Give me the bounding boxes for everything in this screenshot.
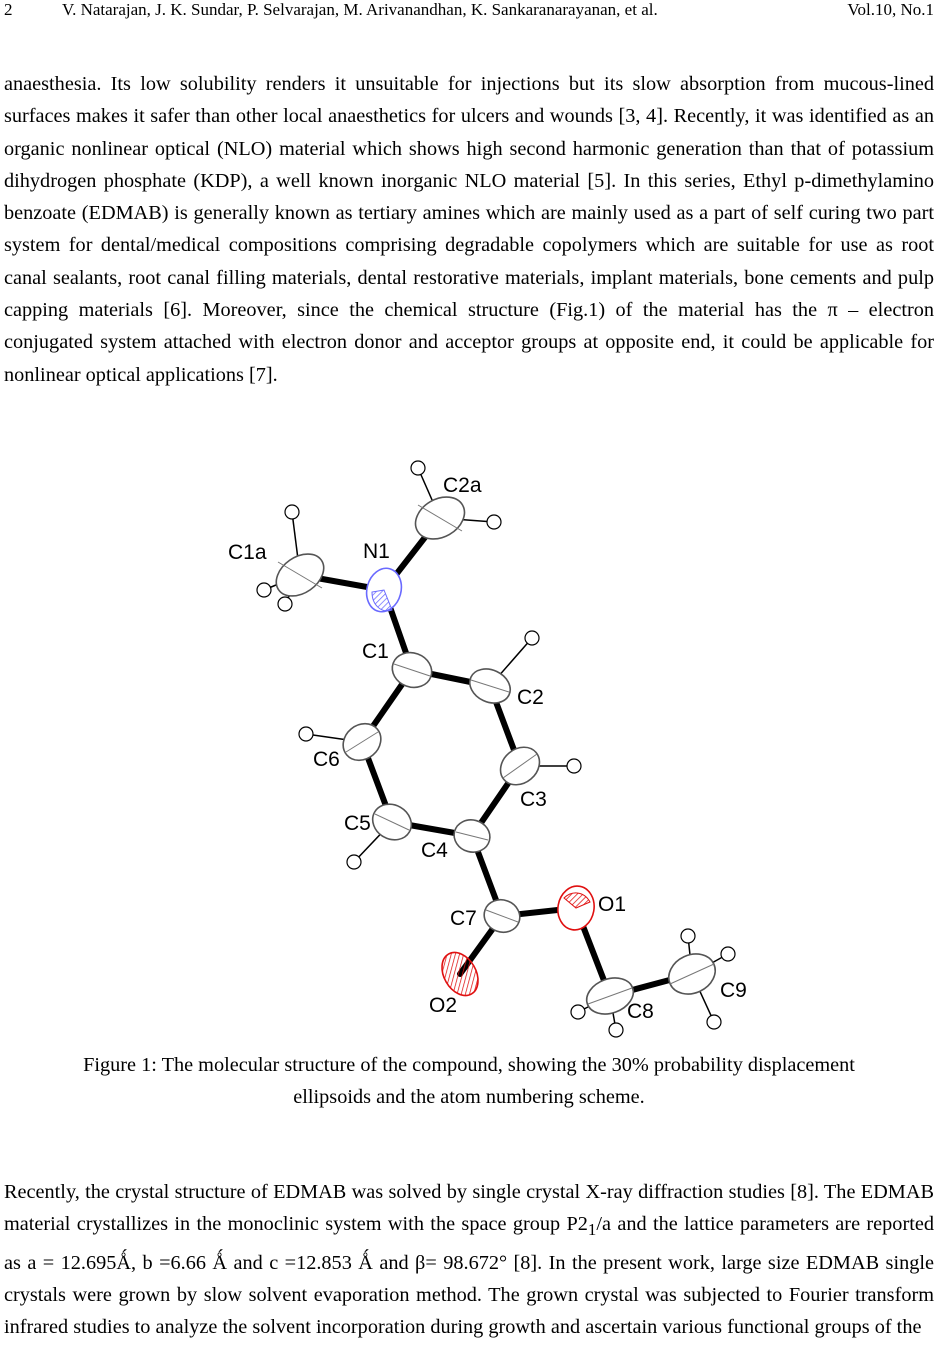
- label-o1: O1: [598, 893, 627, 916]
- header-authors: V. Natarajan, J. K. Sundar, P. Selvarajan, M. Arivanandhan, K. Sankaranarayanan, et al.: [62, 0, 658, 19]
- label-c2: C2: [517, 686, 544, 709]
- label-c1: C1: [362, 640, 389, 663]
- label-c4: C4: [421, 839, 448, 862]
- label-c2a: C2a: [443, 474, 482, 497]
- label-c9: C9: [720, 979, 747, 1002]
- caption-line-1: Figure 1: The molecular structure of the compound, showing the 30% probability displacement: [83, 1054, 855, 1076]
- label-c5: C5: [344, 812, 371, 835]
- label-o2: O2: [429, 994, 458, 1017]
- label-c1a: C1a: [228, 541, 267, 564]
- label-c3: C3: [520, 788, 547, 811]
- caption-line-2: ellipsoids and the atom numbering scheme.: [293, 1086, 645, 1108]
- body-paragraph-1: anaesthesia. Its low solubility renders it unsuitable for injections but its slow absorption from mucous-lined surfaces makes it safer than other local anaesthetics for ulcers and wounds [3, 4]. Recently, it was identified as an organic nonlinear optical (NLO) material which shows high second harmonic generation than that of potassium dihydrogen phosphate (KDP), a well known inorganic NLO material [5]. In this series, Ethyl p-dimethylamino benzoate (EDMAB) is generally known as tertiary amines which are mainly used as a part of self curing two part system for dental/medical compositions comprising degradable copolymers which are suitable for use as root canal sealants, root canal filling materials, dental restorative materials, implant materials, bone cements and pulp capping materials [6]. Moreover, since the chemical structure (Fig.1) of the material has the π – electron conjugated system attached with electron donor and acceptor groups at opposite end, it could be applicable for nonlinear optical applications [7].: [4, 73, 934, 386]
- header-volume: Vol.10, No.1: [847, 0, 934, 19]
- label-c6: C6: [313, 748, 340, 771]
- running-header: [0, 0, 938, 24]
- label-c7: C7: [450, 907, 477, 930]
- page-number: 2: [4, 0, 13, 19]
- ortep-diagram: [190, 448, 790, 1048]
- figure-caption: [0, 1049, 938, 1113]
- body-paragraph-2: [4, 1176, 934, 1344]
- label-c8: C8: [627, 1000, 654, 1023]
- molecular-structure-figure: [190, 448, 790, 1048]
- paragraph-2-part-1: Recently, the crystal structure of EDMAB was solved by single crystal X-ray diffraction studies [8]. The EDMAB material crystallizes in the monoclinic system with the space group P2: [4, 1181, 934, 1236]
- paragraph-2-part-2: /a and the lattice parameters are reported as a = 12.695Ǻ, b =6.66 Ǻ and c =12.853 Ǻ and β= 98.672° [8]. In the present work, large size EDMAB single crystals were grown by slow solvent evaporation method. The grown crystal was subjected to Fourier transform infrared studies to analyze the solvent incorporation during growth and ascertain various functional groups of the: [4, 1213, 934, 1339]
- label-n1: N1: [363, 540, 390, 563]
- space-group-subscript: 1: [587, 1220, 597, 1240]
